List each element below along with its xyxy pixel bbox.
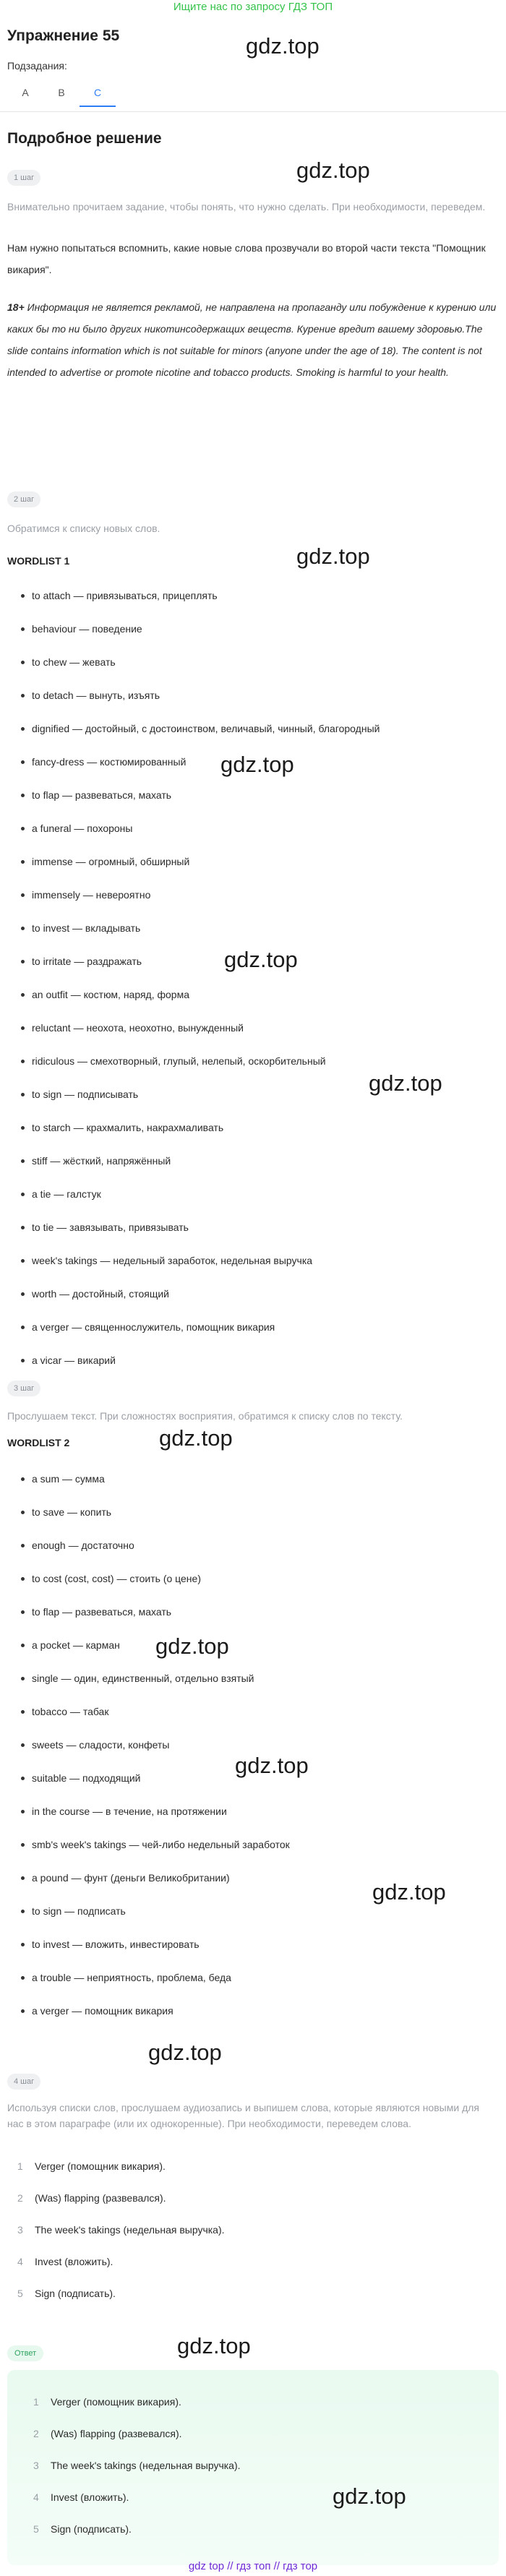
bullet-icon xyxy=(21,1644,25,1647)
answer-list xyxy=(23,2386,500,2545)
bullet-icon xyxy=(21,1544,25,1547)
bullet-icon xyxy=(21,1843,25,1847)
list-item: in the course — в течение, на протяжении xyxy=(35,1800,497,1833)
list-item: 4 Invest (вложить). xyxy=(17,2256,113,2267)
list-item: suitable — подходящий xyxy=(35,1766,497,1800)
bullet-icon xyxy=(21,794,25,797)
step-2-intro: Обратимся к списку новых слов. xyxy=(7,523,160,534)
watermark: gdz.top xyxy=(155,1633,229,1659)
list-item: to detach — вынуть, изъять xyxy=(35,684,497,717)
list-item: 2 (Was) flapping (развевался). xyxy=(33,2428,182,2439)
tab-a[interactable]: A xyxy=(22,87,29,98)
list-item: immensely — невероятно xyxy=(35,883,497,916)
bullet-icon xyxy=(21,1577,25,1581)
watermark: gdz.top xyxy=(296,544,370,569)
list-item: a tie — галстук xyxy=(35,1182,497,1216)
bullet-icon xyxy=(21,1226,25,1229)
watermark: gdz.top xyxy=(159,1425,233,1451)
bullet-icon xyxy=(21,1292,25,1296)
search-banner[interactable]: Ищите нас по запросу ГДЗ ТОП xyxy=(173,1,333,13)
list-item: single — один, единственный, отдельно взятый xyxy=(35,1667,497,1700)
bullet-icon xyxy=(21,827,25,830)
list-item: 1 Verger (помощник викария). xyxy=(33,2396,181,2408)
step-4-list xyxy=(7,2150,484,2309)
subparts-tabs xyxy=(7,78,116,107)
list-item: stiff — жёсткий, напряжённый xyxy=(35,1149,497,1182)
step-3-intro: Прослушаем текст. При сложностях восприятия, обратимся к списку слов по тексту. xyxy=(7,1410,403,1422)
bullet-icon xyxy=(21,1060,25,1063)
list-item: tobacco — табак xyxy=(35,1700,497,1733)
bullet-icon xyxy=(21,1477,25,1481)
bullet-icon xyxy=(21,694,25,697)
watermark: gdz.top xyxy=(246,33,320,59)
list-item: to chew — жевать xyxy=(35,651,497,684)
list-item: ridiculous — смехотворный, глупый, нелепый, оскорбительный xyxy=(35,1049,497,1083)
step-3-chip: 3 шаг xyxy=(7,1381,40,1396)
list-item: sweets — сладости, конфеты xyxy=(35,1733,497,1766)
list-item: 1 Verger (помощник викария). xyxy=(17,2160,166,2172)
step-4-chip: 4 шаг xyxy=(7,2074,40,2090)
list-item: a verger — священнослужитель, помощник викария xyxy=(35,1315,497,1349)
list-item: smb's week's takings — чей-либо недельный заработок xyxy=(35,1833,497,1866)
watermark: gdz.top xyxy=(224,947,298,972)
list-item: a funeral — похороны xyxy=(35,817,497,850)
list-item: 3 The week's takings (недельная выручка). xyxy=(17,2224,225,2236)
step-4-intro: Используя списки слов, прослушаем аудиозапись и выпишем слова, которые являются новыми для нас в этом параграфе (или их однокоренные). При необходимости, переведем слова. xyxy=(7,2102,480,2129)
list-item: 5 Sign (подписать). xyxy=(33,2523,132,2535)
list-item: 5 Sign (подписать). xyxy=(17,2288,116,2299)
list-item: immense — огромный, обширный xyxy=(35,850,497,883)
bullet-icon xyxy=(21,1093,25,1096)
bullet-icon xyxy=(21,860,25,864)
list-item: dignified — достойный, с достоинством, величавый, чинный, благородный xyxy=(35,717,497,750)
list-item: to flap — развеваться, махать xyxy=(35,1600,497,1633)
list-item: to save — копить xyxy=(35,1500,497,1534)
list-item: to tie — завязывать, привязывать xyxy=(35,1216,497,1249)
bullet-icon xyxy=(21,1259,25,1263)
list-item: a sum — сумма xyxy=(35,1467,497,1500)
bullet-icon xyxy=(21,1359,25,1362)
bullet-icon xyxy=(21,1026,25,1030)
watermark: gdz.top xyxy=(296,158,370,183)
list-item: to attach — привязываться, прицеплять xyxy=(35,584,497,617)
step-1-intro: Внимательно прочитаем задание, чтобы понять, что нужно сделать. При необходимости, переведем. xyxy=(7,201,486,212)
list-item: behaviour — поведение xyxy=(35,617,497,651)
bullet-icon xyxy=(21,594,25,598)
list-item: reluctant — неохота, неохотно, вынужденный xyxy=(35,1016,497,1049)
list-item: a trouble — неприятность, проблема, беда xyxy=(35,1966,497,1999)
bullet-icon xyxy=(21,927,25,930)
list-item: a vicar — викарий xyxy=(35,1349,497,1382)
list-item: 2 (Was) flapping (развевался). xyxy=(17,2192,166,2204)
list-item: fancy-dress — костюмированный xyxy=(35,750,497,783)
bullet-icon xyxy=(21,1976,25,1980)
bullet-icon xyxy=(21,1777,25,1780)
bullet-icon xyxy=(21,661,25,664)
bullet-icon xyxy=(21,760,25,764)
step-1-chip: 1 шаг xyxy=(7,170,40,186)
page-title: Упражнение 55 xyxy=(7,27,120,44)
list-item: to sign — подписывать xyxy=(35,1083,497,1116)
step-1-text: Нам нужно попытаться вспомнить, какие новые слова прозвучали во второй части текста "Помощник викария". xyxy=(7,242,486,275)
bullet-icon xyxy=(21,1159,25,1163)
list-item: a pound — фунт (деньги Великобритании) xyxy=(35,1866,497,1899)
age-badge: 18+ xyxy=(7,301,25,313)
list-item: worth — достойный, стоящий xyxy=(35,1282,497,1315)
list-item: to invest — вложить, инвестировать xyxy=(35,1933,497,1966)
bullet-icon xyxy=(21,2009,25,2013)
wordlist-1-title: WORDLIST 1 xyxy=(7,555,70,567)
bullet-icon xyxy=(21,993,25,997)
bullet-icon xyxy=(21,1677,25,1680)
list-item: 3 The week's takings (недельная выручка). xyxy=(33,2460,241,2471)
bullet-icon xyxy=(21,1876,25,1880)
solution-title: Подробное решение xyxy=(7,130,162,147)
age-disclaimer xyxy=(7,296,499,383)
bullet-icon xyxy=(21,1710,25,1714)
bullet-icon xyxy=(21,1326,25,1329)
watermark: gdz.top xyxy=(333,2483,406,2509)
bullet-icon xyxy=(21,1910,25,1913)
list-item: week's takings — недельный заработок, недельная выручка xyxy=(35,1249,497,1282)
bullet-icon xyxy=(21,627,25,631)
answer-box xyxy=(7,2370,499,2565)
divider xyxy=(0,111,506,112)
bullet-icon xyxy=(21,960,25,963)
watermark: gdz.top xyxy=(369,1070,442,1096)
answer-chip: Ответ xyxy=(7,2345,43,2361)
list-item: to invest — вкладывать xyxy=(35,916,497,950)
bullet-icon xyxy=(21,1743,25,1747)
bullet-icon xyxy=(21,1943,25,1946)
watermark: gdz.top xyxy=(235,1753,309,1778)
watermark: gdz.top xyxy=(177,2333,251,2358)
list-item: 4 Invest (вложить). xyxy=(33,2491,129,2503)
subparts-label: Подзадания: xyxy=(7,60,67,72)
bullet-icon xyxy=(21,893,25,897)
wordlist-2 xyxy=(32,1467,497,2032)
list-item: a pocket — карман xyxy=(35,1633,497,1667)
list-item: enough — достаточно xyxy=(35,1534,497,1567)
bullet-icon xyxy=(21,1511,25,1514)
tab-b[interactable]: B xyxy=(58,87,65,98)
list-item: to starch — крахмалить, накрахмаливать xyxy=(35,1116,497,1149)
wordlist-1 xyxy=(32,584,497,1382)
disclaimer-text: Информация не является рекламой, не направлена на пропаганду или побуждение к курению или каких бы то ни было других никотинсодержащих веществ. Курение вредит вашему здоровью.The slide contains information which is not suitable for minors (anyone under the age of 18). The content is not intended to advertise or promote nicotine and tobacco products. Smoking is harmful to your health. xyxy=(7,301,497,378)
list-item: to irritate — раздражать xyxy=(35,950,497,983)
watermark: gdz.top xyxy=(148,2040,222,2065)
step-2-chip: 2 шаг xyxy=(7,491,40,507)
list-item: an outfit — костюм, наряд, форма xyxy=(35,983,497,1016)
bullet-icon xyxy=(21,727,25,731)
wordlist-2-title: WORDLIST 2 xyxy=(7,1437,70,1448)
bullet-icon xyxy=(21,1193,25,1196)
list-item: to sign — подписать xyxy=(35,1899,497,1933)
bullet-icon xyxy=(21,1810,25,1813)
list-item: to cost (cost, cost) — стоить (о цене) xyxy=(35,1567,497,1600)
bullet-icon xyxy=(21,1126,25,1130)
list-item: a verger — помощник викария xyxy=(35,1999,497,2032)
list-item: to flap — развеваться, махать xyxy=(35,783,497,817)
tab-c[interactable]: C xyxy=(80,78,116,107)
bullet-icon xyxy=(21,1610,25,1614)
watermark: gdz.top xyxy=(372,1879,446,1905)
watermark: gdz.top xyxy=(220,752,294,777)
footer-links[interactable]: gdz top // гдз топ // гдз тор xyxy=(188,2560,318,2572)
